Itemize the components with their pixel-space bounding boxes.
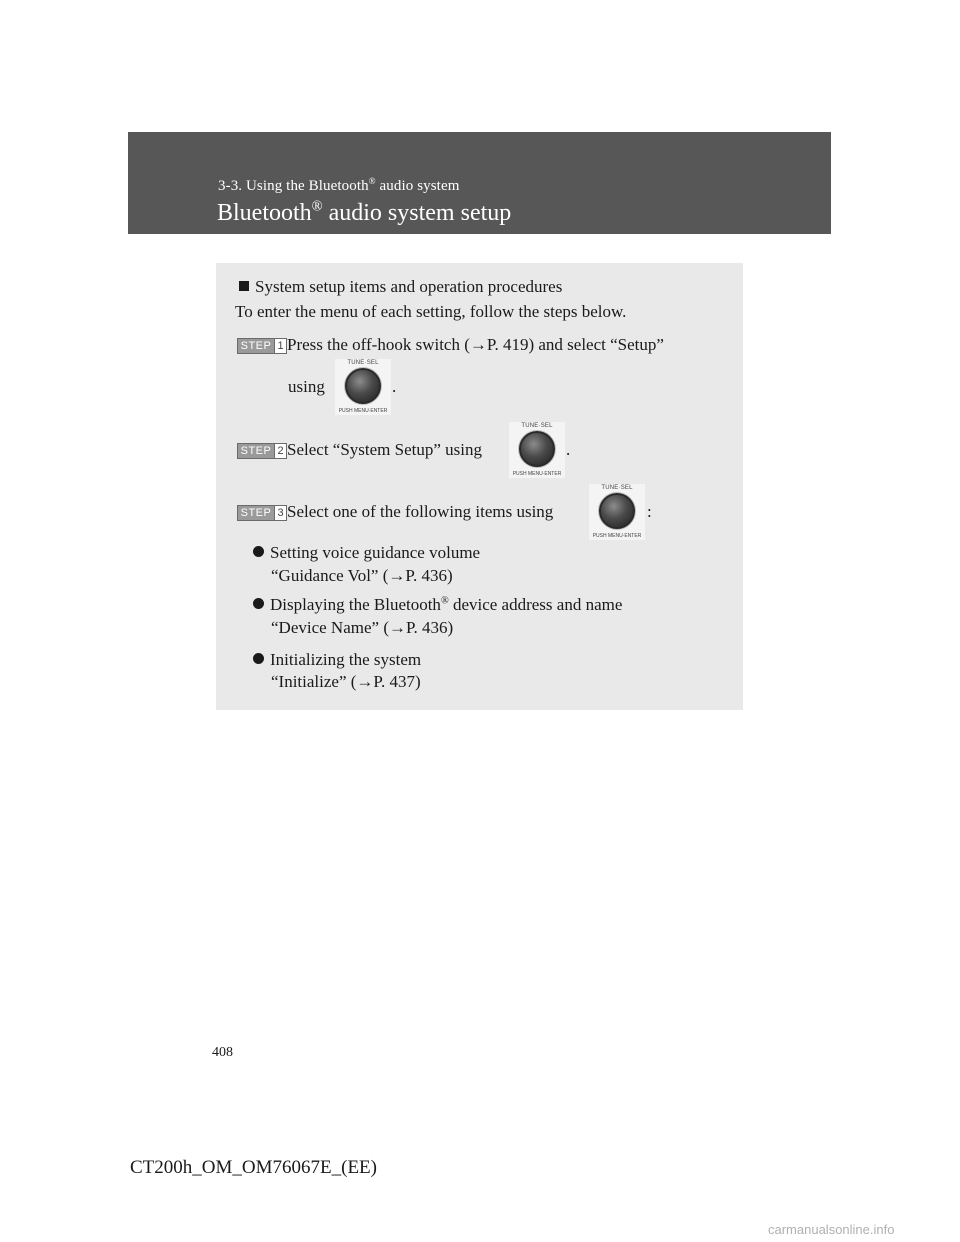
list-item: Setting voice guidance volume <box>253 543 480 563</box>
document-code: CT200h_OM_OM76067E_(EE) <box>130 1157 377 1178</box>
step-2-period: . <box>566 440 571 459</box>
tune-sel-knob-icon: TUNE·SEL PUSH MENU·ENTER <box>335 359 391 415</box>
step-2-badge: STEP 2 <box>237 443 287 459</box>
step-3-badge: STEP 3 <box>237 505 287 521</box>
tune-sel-knob-icon: TUNE·SEL PUSH MENU·ENTER <box>509 422 565 478</box>
step-1-badge: STEP 1 <box>237 338 287 354</box>
watermark: carmanualsonline.info <box>768 1222 895 1237</box>
step-1-period: . <box>392 377 397 396</box>
list-item: Displaying the Bluetooth® device address and name <box>253 595 622 615</box>
step-2-text: Select “System Setup” using <box>287 440 483 459</box>
list-item-ref: “Initialize” (→P. 437) <box>271 672 421 691</box>
step-3-colon: : <box>647 502 652 521</box>
round-bullet-icon <box>253 598 264 609</box>
panel-heading: System setup items and operation procedures <box>239 277 562 297</box>
step-1-text: Press the off-hook switch (→P. 419) and select “Setup” <box>287 335 664 354</box>
step-1-using: using <box>288 377 325 396</box>
round-bullet-icon <box>253 546 264 557</box>
panel-intro: To enter the menu of each setting, follow the steps below. <box>235 302 627 321</box>
setup-info-panel <box>216 263 743 710</box>
page-title: Bluetooth® audio system setup <box>217 198 512 226</box>
section-breadcrumb: 3-3. Using the Bluetooth® audio system <box>218 176 460 194</box>
list-item-ref: “Guidance Vol” (→P. 436) <box>271 566 453 585</box>
list-item-ref: “Device Name” (→P. 436) <box>271 618 454 637</box>
chapter-header <box>128 132 831 234</box>
page-number: 408 <box>212 1045 233 1060</box>
round-bullet-icon <box>253 653 264 664</box>
step-3-text: Select one of the following items using <box>287 502 554 521</box>
tune-sel-knob-icon: TUNE·SEL PUSH MENU·ENTER <box>589 484 645 540</box>
square-bullet-icon <box>239 281 249 291</box>
list-item: Initializing the system <box>253 650 421 670</box>
